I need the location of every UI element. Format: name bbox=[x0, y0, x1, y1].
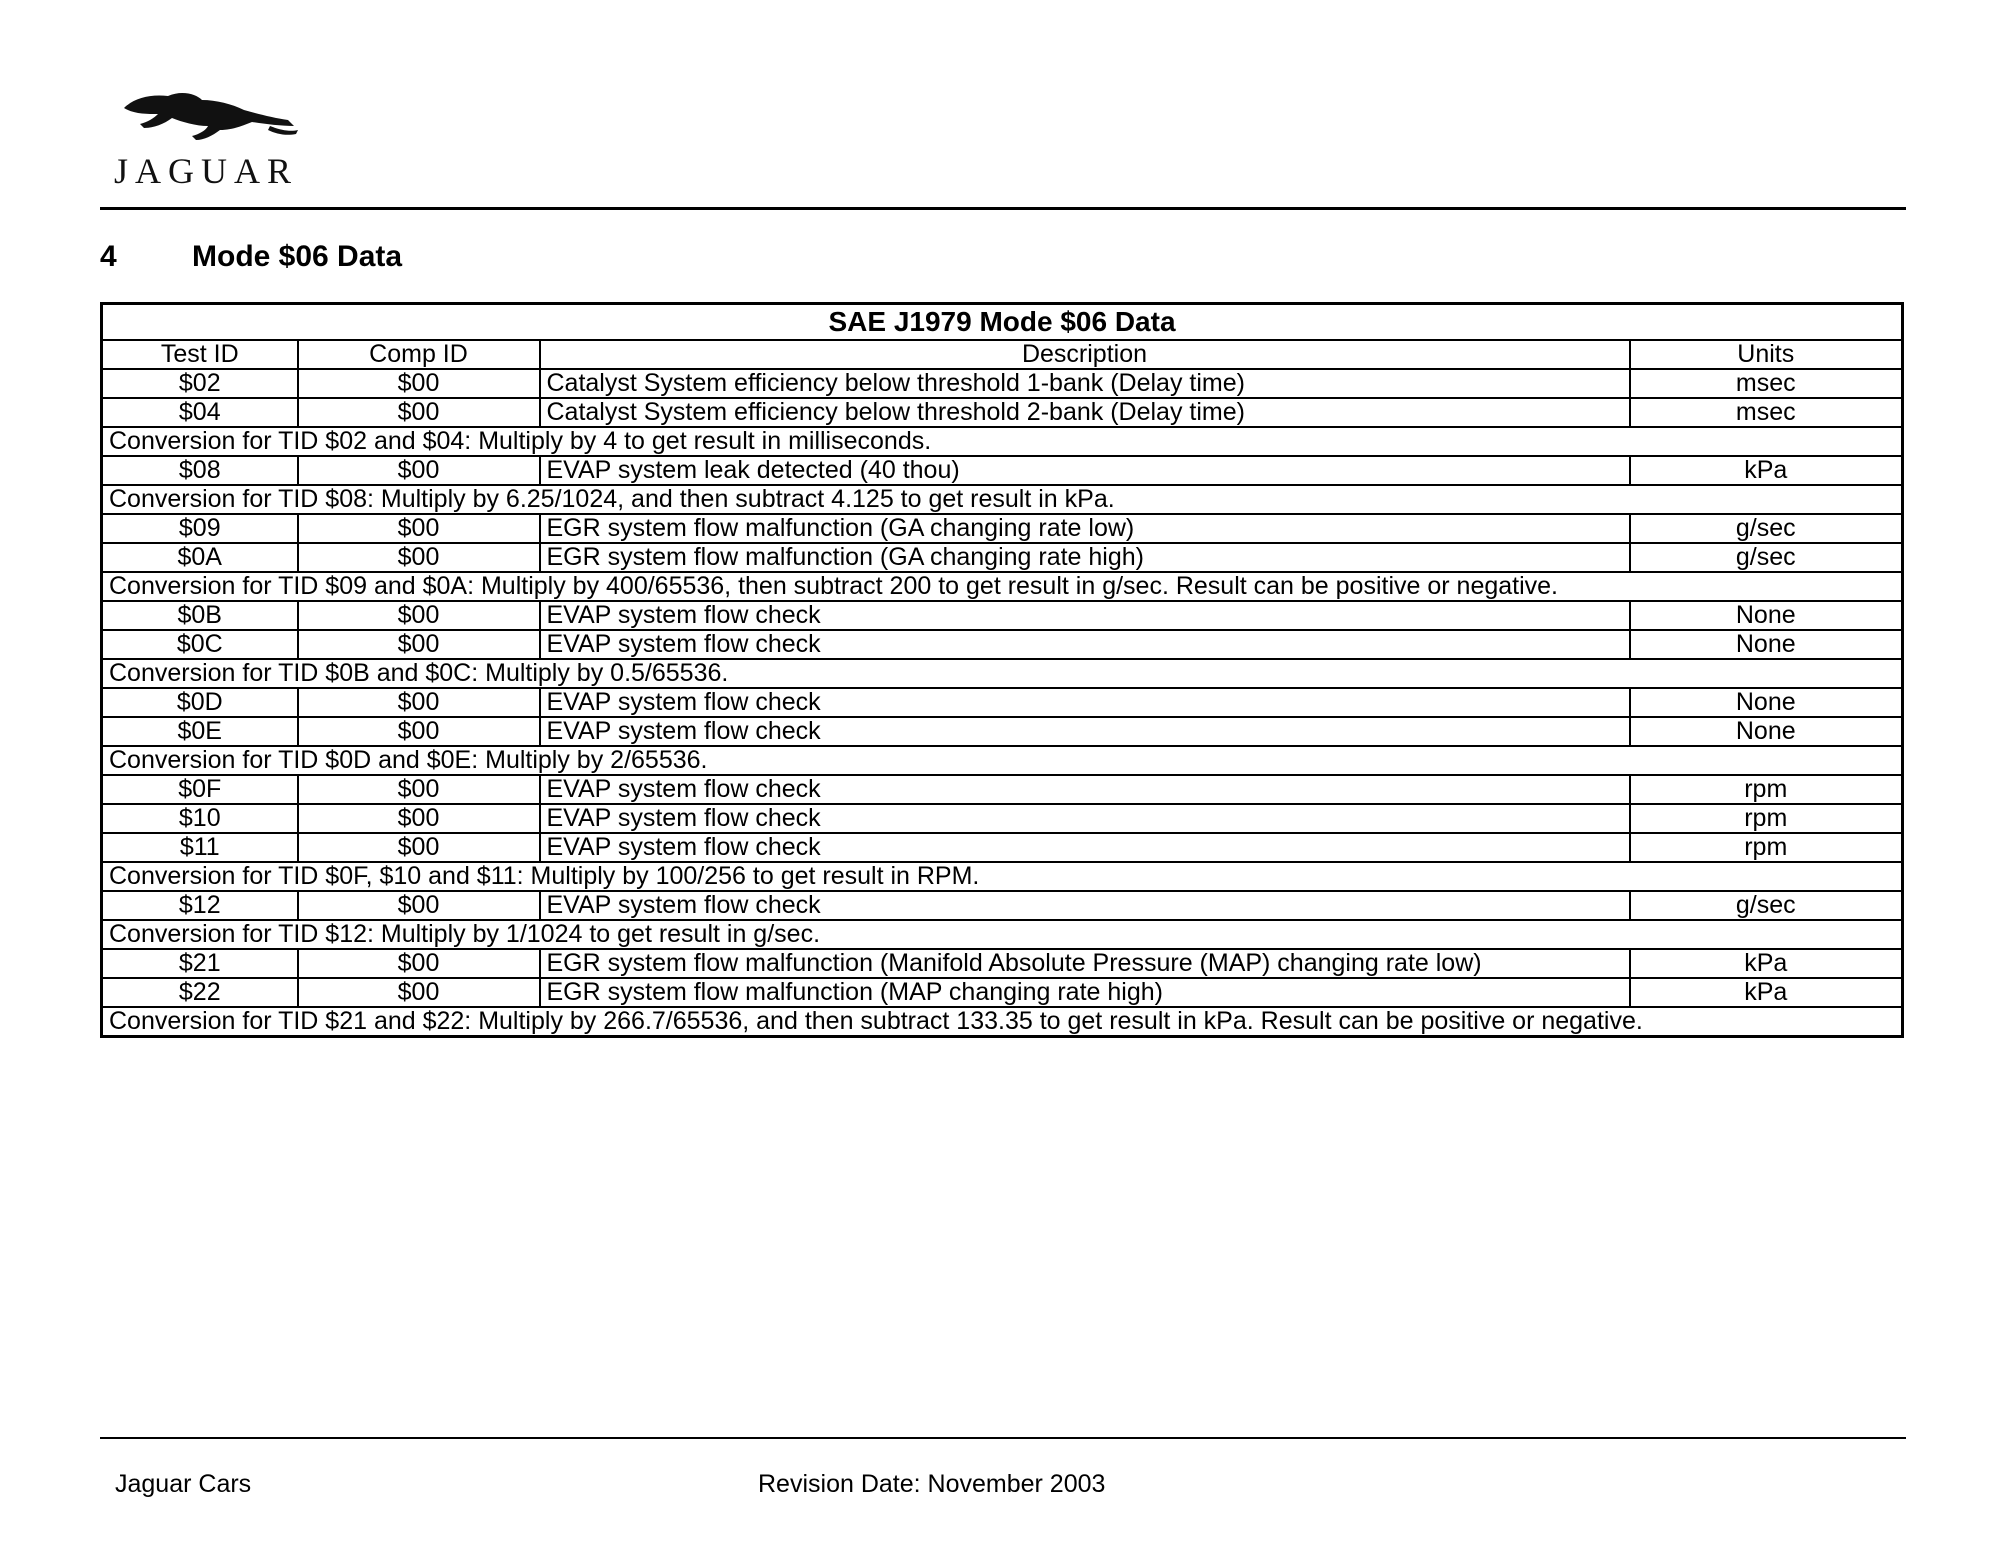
comp-id-cell: $00 bbox=[298, 949, 540, 978]
table-row bbox=[102, 369, 1903, 398]
conversion-note: Conversion for TID $0B and $0C: Multiply by 0.5/65536. bbox=[102, 659, 1903, 688]
comp-id-cell: $00 bbox=[298, 543, 540, 572]
units-cell: rpm bbox=[1630, 833, 1903, 862]
comp-id-cell: $00 bbox=[298, 804, 540, 833]
units-cell: rpm bbox=[1630, 775, 1903, 804]
conversion-note: Conversion for TID $09 and $0A: Multiply by 400/65536, then subtract 200 to get result in g/sec. Result can be positive or negative. bbox=[102, 572, 1903, 601]
description-cell: Catalyst System efficiency below threshold 2-bank (Delay time) bbox=[540, 398, 1630, 427]
comp-id-cell: $00 bbox=[298, 398, 540, 427]
test-id-cell: $0F bbox=[102, 775, 298, 804]
test-id-cell: $08 bbox=[102, 456, 298, 485]
test-id-cell: $0B bbox=[102, 601, 298, 630]
table-row bbox=[102, 717, 1903, 746]
description-cell: EGR system flow malfunction (GA changing rate high) bbox=[540, 543, 1630, 572]
test-id-cell: $22 bbox=[102, 978, 298, 1007]
description-cell: EVAP system leak detected (40 thou) bbox=[540, 456, 1630, 485]
header-rule bbox=[100, 207, 1906, 210]
units-cell: None bbox=[1630, 688, 1903, 717]
table-row bbox=[102, 543, 1903, 572]
conversion-note: Conversion for TID $12: Multiply by 1/1024 to get result in g/sec. bbox=[102, 920, 1903, 949]
description-cell: EVAP system flow check bbox=[540, 775, 1630, 804]
conversion-row bbox=[102, 1007, 1903, 1037]
conversion-row bbox=[102, 485, 1903, 514]
comp-id-cell: $00 bbox=[298, 456, 540, 485]
table-row bbox=[102, 601, 1903, 630]
units-cell: g/sec bbox=[1630, 891, 1903, 920]
conversion-row bbox=[102, 920, 1903, 949]
description-cell: EVAP system flow check bbox=[540, 891, 1630, 920]
conversion-row bbox=[102, 427, 1903, 456]
jaguar-logo bbox=[108, 86, 308, 196]
comp-id-cell: $00 bbox=[298, 514, 540, 543]
test-id-cell: $0E bbox=[102, 717, 298, 746]
comp-id-cell: $00 bbox=[298, 369, 540, 398]
test-id-cell: $04 bbox=[102, 398, 298, 427]
footer-company: Jaguar Cars bbox=[115, 1470, 252, 1498]
table-row bbox=[102, 775, 1903, 804]
test-id-cell: $10 bbox=[102, 804, 298, 833]
description-cell: Catalyst System efficiency below threshold 1-bank (Delay time) bbox=[540, 369, 1630, 398]
table-title: SAE J1979 Mode $06 Data bbox=[102, 304, 1903, 341]
conversion-note: Conversion for TID $02 and $04: Multiply by 4 to get result in milliseconds. bbox=[102, 427, 1903, 456]
units-cell: msec bbox=[1630, 398, 1903, 427]
section-heading bbox=[100, 240, 402, 274]
test-id-cell: $09 bbox=[102, 514, 298, 543]
description-cell: EVAP system flow check bbox=[540, 833, 1630, 862]
table-row bbox=[102, 891, 1903, 920]
units-cell: None bbox=[1630, 717, 1903, 746]
footer-rule bbox=[100, 1437, 1906, 1439]
test-id-cell: $0C bbox=[102, 630, 298, 659]
conversion-row bbox=[102, 572, 1903, 601]
description-cell: EVAP system flow check bbox=[540, 630, 1630, 659]
test-id-cell: $11 bbox=[102, 833, 298, 862]
comp-id-cell: $00 bbox=[298, 688, 540, 717]
footer-revision: Revision Date: November 2003 bbox=[758, 1470, 1106, 1498]
conversion-row bbox=[102, 659, 1903, 688]
units-cell: None bbox=[1630, 630, 1903, 659]
section-title: Mode $06 Data bbox=[192, 240, 403, 273]
table-row bbox=[102, 949, 1903, 978]
table-row bbox=[102, 804, 1903, 833]
units-cell: g/sec bbox=[1630, 543, 1903, 572]
units-cell: kPa bbox=[1630, 949, 1903, 978]
test-id-cell: $02 bbox=[102, 369, 298, 398]
table-row bbox=[102, 514, 1903, 543]
conversion-note: Conversion for TID $08: Multiply by 6.25/1024, and then subtract 4.125 to get result in kPa. bbox=[102, 485, 1903, 514]
comp-id-cell: $00 bbox=[298, 630, 540, 659]
units-cell: g/sec bbox=[1630, 514, 1903, 543]
conversion-note: Conversion for TID $21 and $22: Multiply by 266.7/65536, and then subtract 133.35 to get result in kPa. Result can be positive or negative. bbox=[102, 1007, 1903, 1037]
conversion-row bbox=[102, 746, 1903, 775]
conversion-row bbox=[102, 862, 1903, 891]
description-cell: EGR system flow malfunction (GA changing rate low) bbox=[540, 514, 1630, 543]
comp-id-cell: $00 bbox=[298, 891, 540, 920]
header-test-id: Test ID bbox=[102, 340, 298, 369]
table-row bbox=[102, 688, 1903, 717]
description-cell: EVAP system flow check bbox=[540, 717, 1630, 746]
comp-id-cell: $00 bbox=[298, 833, 540, 862]
table-body bbox=[102, 369, 1903, 1037]
section-number: 4 bbox=[100, 240, 117, 273]
leaping-jaguar-icon bbox=[120, 86, 300, 148]
units-cell: kPa bbox=[1630, 456, 1903, 485]
test-id-cell: $0D bbox=[102, 688, 298, 717]
table-row bbox=[102, 630, 1903, 659]
test-id-cell: $0A bbox=[102, 543, 298, 572]
table-row bbox=[102, 833, 1903, 862]
description-cell: EVAP system flow check bbox=[540, 688, 1630, 717]
units-cell: kPa bbox=[1630, 978, 1903, 1007]
units-cell: msec bbox=[1630, 369, 1903, 398]
header-comp-id: Comp ID bbox=[298, 340, 540, 369]
description-cell: EVAP system flow check bbox=[540, 601, 1630, 630]
conversion-note: Conversion for TID $0D and $0E: Multiply by 2/65536. bbox=[102, 746, 1903, 775]
header-units: Units bbox=[1630, 340, 1903, 369]
description-cell: EGR system flow malfunction (Manifold Absolute Pressure (MAP) changing rate low) bbox=[540, 949, 1630, 978]
comp-id-cell: $00 bbox=[298, 601, 540, 630]
header-description: Description bbox=[540, 340, 1630, 369]
brand-wordmark: JAGUAR bbox=[114, 151, 299, 191]
comp-id-cell: $00 bbox=[298, 775, 540, 804]
comp-id-cell: $00 bbox=[298, 978, 540, 1007]
test-id-cell: $12 bbox=[102, 891, 298, 920]
conversion-note: Conversion for TID $0F, $10 and $11: Multiply by 100/256 to get result in RPM. bbox=[102, 862, 1903, 891]
units-cell: rpm bbox=[1630, 804, 1903, 833]
description-cell: EVAP system flow check bbox=[540, 804, 1630, 833]
test-id-cell: $21 bbox=[102, 949, 298, 978]
description-cell: EGR system flow malfunction (MAP changing rate high) bbox=[540, 978, 1630, 1007]
mode06-table bbox=[100, 302, 1904, 1038]
table-row bbox=[102, 456, 1903, 485]
table-row bbox=[102, 978, 1903, 1007]
comp-id-cell: $00 bbox=[298, 717, 540, 746]
units-cell: None bbox=[1630, 601, 1903, 630]
table-row bbox=[102, 398, 1903, 427]
